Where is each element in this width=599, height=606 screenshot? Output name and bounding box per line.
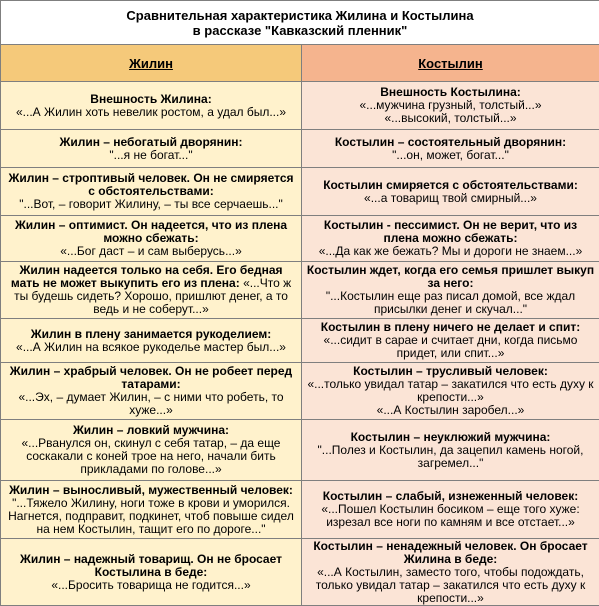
trait-quote: "...Тяжело Жилину, ноги тоже в крови и уморился. Нагнется, подправит, подкинет, чтоб повыше сидел на нем Костылин, тащит его по дороге..." [5,497,297,536]
trait-heading: Жилин – строптивый человек. Он не смиряется с обстоятельствами: [5,172,297,198]
trait-quote: «...А Жилин хоть невелик ростом, а удал был...» [5,106,297,119]
trait-heading: Костылин – состоятельный дворянин: [306,136,595,149]
zhilin-cell [1,319,302,363]
zhilin-cell [1,539,302,606]
trait-quote: «...Эх, – думает Жилин, – с ними что робеть, то хуже...» [5,391,297,417]
trait-heading: Внешность Жилина: [5,93,297,106]
table-body [1,82,599,606]
trait-heading: Жилин – оптимист. Он надеется, что из плена можно сбежать: [5,219,297,245]
trait-quote: «...Рванулся он, скинул с себя татар, – да еще соскакали с коней трое на него, начали бить прикладами по голове...» [5,437,297,476]
table-row [1,82,599,130]
kostylin-cell [302,539,599,606]
trait-quote: «...Бросить товарища не годится...» [5,579,297,592]
zhilin-cell [1,262,302,319]
table-row [1,262,599,319]
header-row [1,45,599,82]
title-line-1: Сравнительная характеристика Жилина и Костылина [5,8,595,23]
trait-heading: Костылин в плену ничего не делает и спит: [306,321,595,334]
table-row [1,130,599,168]
trait-quote: "...Полез и Костылин, да зацепил камень ногой, загремел..." [306,444,595,470]
zhilin-cell [1,363,302,420]
trait-heading: Костылин - пессимист. Он не верит, что из плена можно сбежать: [306,219,595,245]
column-header-kostylin: Костылин [302,45,599,82]
trait-heading: Костылин – ненадежный человек. Он бросает Жилина в беде: [306,540,595,566]
kostylin-cell [302,363,599,420]
table-row [1,481,599,539]
zhilin-cell [1,130,302,168]
kostylin-cell [302,481,599,539]
table-row [1,363,599,420]
trait-heading: Костылин смиряется с обстоятельствами: [306,179,595,192]
trait-heading: Костылин ждет, когда его семья пришлет выкуп за него: [306,264,595,290]
trait-quote: "...я не богат..." [5,149,297,162]
kostylin-cell [302,130,599,168]
table-row [1,420,599,481]
zhilin-cell [1,420,302,481]
zhilin-cell [1,481,302,539]
trait-quote: «...Что ж ты будешь сидеть? Хорошо, пришлют денег, а то ведь и не соберут...» [14,276,291,316]
title-row [1,1,599,45]
trait-quote: «...а товарищ твой смирный...» [306,192,595,205]
kostylin-cell [302,168,599,216]
table-row [1,168,599,216]
trait-heading: Жилин – выносливый, мужественный человек: [5,484,297,497]
table-row [1,539,599,606]
trait-quote: «...мужчина грузный, толстый...» «...высокий, толстый...» [306,99,595,125]
trait-quote: «...сидит в сарае и считает дни, когда письмо придет, или спит...» [306,334,595,360]
trait-quote: «...только увидал татар – закатился что есть духу к крепости...» «...А Костылин заробел...» [306,378,595,417]
trait-quote: "...Вот, – говорит Жилину, – ты все серчаешь..." [5,198,297,211]
table-title [1,1,599,45]
table-row [1,216,599,262]
trait-heading: Внешность Костылина: [306,86,595,99]
zhilin-cell [1,168,302,216]
kostylin-cell [302,420,599,481]
trait-heading: Костылин – трусливый человек: [306,365,595,378]
kostylin-cell [302,319,599,363]
trait-heading: Жилин – надежный товарищ. Он не бросает Костылина в беде: [5,553,297,579]
trait-heading: Костылин – неуклюжий мужчина: [306,431,595,444]
trait-quote: «...Бог даст – и сам выберусь...» [5,245,297,258]
trait-heading: Жилин – небогатый дворянин: [5,136,297,149]
trait-quote: "...он, может, богат..." [306,149,595,162]
trait-quote: «...А Жилин на всякое рукоделье мастер был...» [5,341,297,354]
title-line-2: в рассказе "Кавказский пленник" [5,23,595,38]
zhilin-cell [1,216,302,262]
column-header-zhilin: Жилин [1,45,302,82]
trait-quote: «...Да как же бежать? Мы и дороги не знаем...» [306,245,595,258]
kostylin-cell [302,82,599,130]
trait-heading: Костылин – слабый, изнеженный человек: [306,490,595,503]
kostylin-cell [302,262,599,319]
trait-quote: «...А Костылин, заместо того, чтобы подождать, только увидал татар – закатился что есть духу к крепости...» [306,566,595,605]
trait-quote: «...Пошел Костылин босиком – еще того хуже: изрезал все ноги по камням и все отстает...» [306,503,595,529]
trait-heading: Жилин в плену занимается рукоделием: [5,328,297,341]
trait-heading: Жилин – храбрый человек. Он не робеет перед татарами: [5,365,297,391]
trait-heading: Жилин – ловкий мужчина: [5,424,297,437]
zhilin-cell [1,82,302,130]
trait-quote: "...Костылин еще раз писал домой, все ждал присылки денег и скучал..." [306,290,595,316]
kostylin-cell [302,216,599,262]
table-row [1,319,599,363]
trait-heading: Жилин надеется только на себя. Его бедная мать не может выкупить его из плена: [11,263,283,290]
